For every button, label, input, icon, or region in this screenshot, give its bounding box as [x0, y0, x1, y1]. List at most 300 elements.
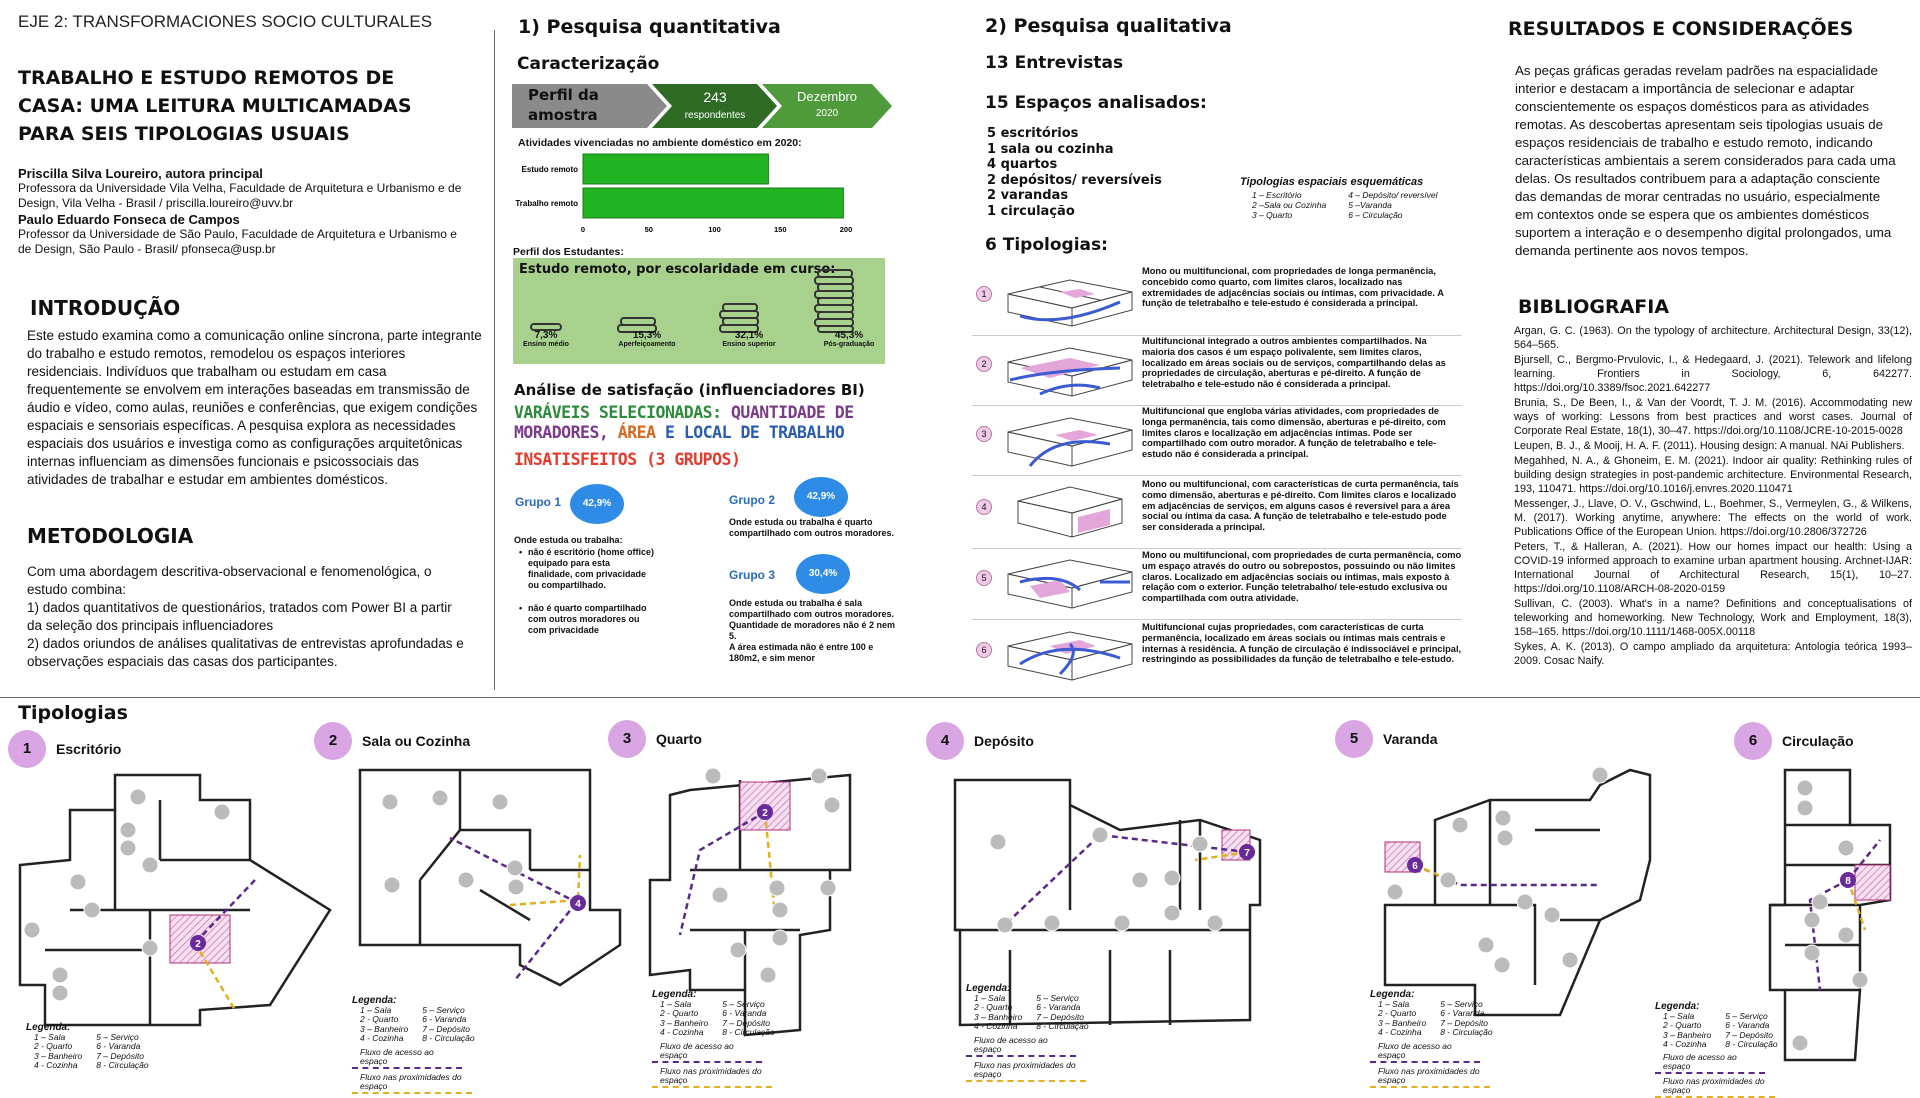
room-marker — [1838, 927, 1854, 943]
legend-item: 6 - Varanda — [1036, 1002, 1081, 1012]
authors-block — [18, 166, 468, 257]
biblio-heading: BIBLIOGRAFIA — [1518, 296, 1670, 318]
room-marker — [1164, 870, 1180, 886]
legend-near: Fluxo nas proximidades do espaço — [1655, 1077, 1775, 1098]
room-marker — [1044, 915, 1060, 931]
tipo-item: 2 –Sala ou Cozinha — [1252, 200, 1327, 210]
metodologia-heading: METODOLOGIA — [27, 524, 194, 548]
room-marker — [1164, 905, 1180, 921]
legend-near: Fluxo nas proximidades do espaço — [1370, 1067, 1490, 1088]
qual-heading: 2) Pesquisa qualitativa — [985, 15, 1232, 37]
var-local: LOCAL DE TRABALHO — [683, 423, 845, 442]
legend-item: 6 - Varanda — [722, 1008, 767, 1018]
legend-item: 6 - Varanda — [96, 1041, 141, 1051]
group-2-pct: 42,9% — [794, 477, 848, 517]
group-3-t1: Onde estuda ou trabalha é sala compartilhado com outros moradores. — [729, 598, 895, 619]
author-2-affiliation: Professor da Universidade de São Paulo, Faculdade de Arquitetura e Urbanismo e de Design, São Paulo - Brasil/ pfonseca@usp.br — [18, 227, 457, 256]
plan-5-walls — [1385, 770, 1650, 1015]
author-1: Priscilla Silva Loureiro, autora principal — [18, 166, 263, 181]
arrow-3-label: Dezembro — [797, 89, 857, 104]
typology-row — [972, 404, 1462, 476]
group-1-bullet-2: • não é quarto compartilhado com outros moradores ou com privacidade — [519, 603, 647, 635]
room-marker — [1544, 907, 1560, 923]
tipos-legend — [1252, 190, 1438, 220]
legend-title: Legenda: — [1655, 1001, 1700, 1012]
group-1-bullet-1: • não é escritório (home office) equipado para esta finalidade, com privacidade ou compartilhado. — [519, 547, 655, 590]
typology-row — [972, 477, 1462, 549]
room-marker — [1132, 872, 1148, 888]
var-area: ÁREA — [617, 423, 656, 442]
book-icon — [815, 277, 853, 284]
legend-item: 4 - Cozinha — [34, 1060, 78, 1070]
space-item: 5 escritórios — [987, 126, 1079, 141]
legend-item: 7 – Depósito — [1725, 1029, 1773, 1040]
room-marker — [1517, 894, 1533, 910]
interviews: 13 Entrevistas — [985, 53, 1124, 73]
plan-number: 6 — [1734, 722, 1772, 760]
room-marker — [824, 797, 840, 813]
legend-item: 8 - Circulação — [722, 1027, 775, 1037]
room-marker — [1592, 767, 1608, 783]
metodologia-p3: 2) dados oriundos de análises qualitativas de entrevistas aprofundadas e observações espaciais das casas dos participantes. — [27, 636, 464, 669]
tipo-item: 5 –Varanda — [1348, 200, 1392, 210]
room-marker — [492, 794, 508, 810]
legend-item: 4 - Cozinha — [360, 1033, 404, 1043]
room-marker — [52, 967, 68, 983]
group-1-label: Grupo 1 — [515, 495, 562, 509]
room-marker — [705, 768, 721, 784]
typology-desc: Mono ou multifuncional, com propriedades de longa permanência, concebido como quarto, com limites claros, localizado nas extremidades de adjacências sociais ou íntimas, com privacidade. A função de teletrabalho e tele-estudo é considerada a principal. — [1142, 266, 1444, 309]
quant-heading: 1) Pesquisa quantitativa — [518, 16, 781, 38]
var-e: E — [664, 423, 675, 442]
paper-title: TRABALHO E ESTUDO REMOTOS DE CASA: UMA LEITURA MULTICAMADAS PARA SEIS TIPOLOGIAS USUAIS — [18, 67, 412, 145]
room-marker — [712, 887, 728, 903]
legend-item: 2 - Quarto — [1663, 1020, 1702, 1030]
room-marker — [772, 902, 788, 918]
plan-number: 5 — [1335, 720, 1373, 758]
students-box — [513, 258, 885, 364]
room-marker — [130, 789, 146, 805]
typology-row — [972, 334, 1462, 406]
legend-item: 1 – Sala — [1663, 1010, 1695, 1021]
legend-item: 8 - Circulação — [1440, 1027, 1493, 1037]
plan-legend — [1370, 990, 1493, 1088]
legend-near: Fluxo nas proximidades do espaço — [352, 1073, 472, 1094]
room-marker — [120, 822, 136, 838]
plan-1-walls — [20, 775, 330, 1025]
quant-sub: Caracterização — [517, 54, 660, 74]
tipologias-bottom-heading: Tipologias — [18, 702, 128, 724]
typology-row — [972, 620, 1462, 692]
edu-pct: 32,1% — [734, 330, 764, 341]
tipologias-heading: 6 Tipologias: — [985, 235, 1108, 255]
x-tick-label: 150 — [773, 225, 787, 234]
group-3-label: Grupo 3 — [729, 568, 776, 582]
room-marker — [214, 804, 230, 820]
room-marker — [432, 790, 448, 806]
tipo-item: 1 – Escritório — [1252, 190, 1302, 200]
legend-item: 1 – Sala — [974, 992, 1006, 1003]
legend-item: 1 – Sala — [1378, 998, 1410, 1009]
reference: Sullivan, C. (2003). What's in a name? Definitions and conceptualisations of teleworking and homeworking. New Technology, Work and Employment, 18(3), 158–165. https://doi.org/10.1111/1468-005X.00118 — [1514, 598, 1912, 638]
bar-category-label: Estudo remoto — [521, 165, 578, 174]
plan-2-walls — [360, 770, 620, 985]
edu-label: Aperfeiçoamento — [618, 341, 676, 348]
room-marker — [990, 834, 1006, 850]
book-icon — [818, 298, 853, 305]
x-tick-label: 100 — [708, 225, 721, 234]
typology-desc: Mono ou multifuncional, com propriedades de curta permanência, como um espaço através do outro ou sobrepostos, possuindo ou não limites claros. Localizado em adjacências sociais ou íntimas, mais exposto à relação com o exterior. Função teletrabalho/ tele-estudo exclusiva ou compartilhada com outra atividade. — [1142, 550, 1462, 604]
x-tick-label: 50 — [644, 225, 653, 234]
room-marker — [458, 872, 474, 888]
typology-row — [972, 264, 1462, 336]
plan-title: Escritório — [56, 741, 122, 757]
legend-item: 3 – Banheiro — [34, 1050, 83, 1061]
room-marker — [1804, 912, 1820, 928]
typology-number: 1 — [976, 286, 992, 302]
room-marker — [508, 879, 524, 895]
edu-item — [601, 330, 693, 348]
room-marker — [760, 967, 776, 983]
typology-row — [972, 548, 1462, 620]
spaces-list — [987, 126, 1162, 219]
room-marker — [772, 930, 788, 946]
var-moradores: QUANTIDADE DE — [730, 403, 854, 422]
reference: Messenger, J., Llave, O. V., Gschwind, L., Boehmer, S., Vermeylen, G., & Wilkens, M. (2017). Working anytime, anywhere: The effects on the world of work. Publications Office of the European Union. https://doi.org/10.2806/372726 — [1514, 498, 1912, 538]
legend-item: 4 - Cozinha — [660, 1027, 704, 1037]
edu-item — [693, 330, 805, 348]
typology-diagram — [1000, 272, 1140, 330]
room-marker — [1494, 957, 1510, 973]
plan-title: Sala ou Cozinha — [362, 733, 471, 749]
space-item: 4 quartos — [987, 157, 1058, 172]
group-2-text: Onde estuda ou trabalha é quarto compartilhado com outros moradores. — [729, 517, 895, 538]
edu-row — [491, 330, 911, 348]
plan-header — [314, 722, 470, 760]
group-3-t3: A área estimada não é entre 100 e 180m2, e sim menor — [729, 642, 874, 663]
room-marker — [1478, 937, 1494, 953]
room-marker — [1452, 817, 1468, 833]
legend-item: 7 – Depósito — [1036, 1011, 1084, 1022]
legend-flow: Fluxo de acesso ao espaço — [352, 1048, 462, 1069]
legend-item: 5 – Serviço — [722, 998, 765, 1009]
legend-item: 4 - Cozinha — [1663, 1039, 1707, 1049]
legend-near: Fluxo nas proximidades do espaço — [966, 1061, 1086, 1082]
room-marker — [1792, 1035, 1808, 1051]
legend-item: 7 – Depósito — [722, 1017, 770, 1028]
plan-header — [608, 720, 702, 758]
x-tick-label: 0 — [580, 225, 586, 234]
edu-label: Ensino médio — [523, 341, 569, 348]
tipo-item: 4 – Depósito/ reversível — [1348, 190, 1438, 200]
legend-item: 3 – Banheiro — [1378, 1017, 1427, 1028]
books-icons — [513, 258, 885, 364]
book-icon — [723, 318, 758, 325]
room-marker — [1192, 836, 1208, 852]
legend-item: 5 – Serviço — [1036, 992, 1079, 1003]
room-marker — [997, 917, 1013, 933]
edu-label: Pós-graduação — [823, 341, 875, 348]
room-marker — [1495, 810, 1511, 826]
legend-item: 5 – Serviço — [96, 1031, 139, 1042]
room-marker — [730, 942, 746, 958]
bottom-divider — [0, 697, 1920, 698]
room-marker — [1562, 952, 1578, 968]
typology-desc: Multifuncional cujas propriedades, com características de curta permanência, localizado em áreas sociais ou íntimas mais centrais e internas à residência. A função de circulação é indissociável e principal, restringindo as possibilidades da função de teletrabalho e tele-estudo. — [1142, 622, 1462, 665]
typology-diagram — [1000, 340, 1140, 402]
legend-item: 5 – Serviço — [1725, 1010, 1768, 1021]
reference: Peters, T., & Halleran, A. (2021). How our homes impact our health: Using a COVID-19 informed approach to examine urban apartment housing. Archnet-IJAR: International Journal of Architectural Research, 15(1), 10–27. https://doi.org/10.1108/ARCH-08-2020-0159 — [1514, 541, 1912, 595]
results-heading: RESULTADOS E CONSIDERAÇÕES — [1508, 18, 1854, 40]
typology-number: 4 — [976, 499, 992, 515]
room-marker — [84, 902, 100, 918]
typology-desc: Multifuncional integrado a outros ambientes compartilhados. Na maioria dos casos é um espaço polivalente, sem limites claros, localizado em áreas sociais ou de serviços, compartilhando delas as propriedades de circulação, aberturas e pé-direito. A função de teletrabalho e tele-estudo não é considerada a principal. — [1142, 336, 1446, 390]
arrow-2-sub: respondentes — [684, 110, 746, 121]
plan-title: Varanda — [1383, 731, 1438, 747]
space-item: 2 varandas — [987, 188, 1069, 203]
group-1-lead: Onde estuda ou trabalha: — [514, 535, 623, 545]
room-marker — [1114, 915, 1130, 931]
var-label: VARÁVEIS SELECIONADAS: — [514, 403, 722, 422]
legend-flow: Fluxo de acesso ao espaço — [652, 1042, 762, 1063]
svg-text:8: 8 — [1845, 876, 1851, 887]
metodologia-p1: Com uma abordagem descritiva-observacional e fenomenológica, o estudo combina: — [27, 564, 432, 597]
room-marker — [142, 857, 158, 873]
edu-pct: 7,3% — [534, 330, 558, 341]
intro-text: Este estudo examina como a comunicação online síncrona, parte integrante do trabalho e estudo remotos, remodelou os espaços interiores residenciais. Indivíduos que trabalham ou estudam em casa frequentemente se envolvem em interações baseadas em transmissão de áudio e vídeo, como aulas, reuniões e conferências, que exigem condições espaciais e sensoriais específicas. A pesquisa explora as necessidades espaciais dos usuários e investiga como as configurações arquitetônicas internas influenciam as dimensões funcionais e psicossociais das atividades de trabalhar e estudar em ambientes domésticos. — [27, 328, 482, 487]
book-icon — [815, 305, 853, 312]
room-marker — [384, 877, 400, 893]
legend-near: Fluxo nas proximidades do espaço — [652, 1067, 772, 1088]
legend-item: 8 - Circulação — [422, 1033, 475, 1043]
svg-text:6: 6 — [1412, 861, 1418, 872]
room-marker — [1797, 800, 1813, 816]
room-marker — [1812, 894, 1828, 910]
variables-block — [514, 403, 854, 470]
legend-title: Legenda: — [1370, 989, 1415, 1000]
plan-legend — [26, 1023, 149, 1071]
room-marker — [1440, 872, 1456, 888]
tipos-title: Tipologias espaciais esquemáticas — [1240, 176, 1424, 188]
plan-title: Depósito — [974, 733, 1034, 749]
space-item: 2 depósitos/ reversíveis — [987, 172, 1162, 188]
plan-number: 3 — [608, 720, 646, 758]
room-marker — [769, 880, 785, 896]
highlight-circulacao — [1855, 865, 1890, 900]
typology-number: 2 — [976, 356, 992, 372]
legend-item: 3 – Banheiro — [660, 1017, 709, 1028]
room-marker — [1852, 972, 1868, 988]
room-marker — [52, 985, 68, 1001]
arrow-2-num: 243 — [703, 89, 727, 105]
arrow-1-label: Perfil da amostra — [528, 86, 599, 124]
room-marker — [1387, 884, 1403, 900]
room-marker — [811, 768, 827, 784]
room-marker — [1092, 827, 1108, 843]
plan-legend — [1655, 1002, 1778, 1098]
legend-title: Legenda: — [352, 995, 397, 1006]
typology-desc: Multifuncional que engloba várias atividades, com propriedades de longa permanência, tais como dimensão, aberturas e pé-direito, com limites claros e localização em adjacências íntimas. Pode ser compartilhado com outro morador. A função de teletrabalho e tele-estudo não é considerada a principal. — [1142, 406, 1446, 460]
activities-title: Atividades vivenciadas no ambiente doméstico em 2020: — [518, 137, 802, 149]
edu-item — [491, 330, 601, 348]
typology-number: 3 — [976, 426, 992, 442]
eje-label: EJE 2: TRANSFORMACIONES SOCIO CULTURALES — [18, 12, 433, 31]
svg-text:4: 4 — [575, 899, 581, 910]
insatisfeitos-label: INSATISFEITOS (3 GRUPOS) — [514, 450, 741, 469]
legend-item: 7 – Depósito — [96, 1050, 144, 1061]
legend-flow: Fluxo de acesso ao espaço — [1655, 1053, 1765, 1074]
reference: Argan, G. C. (1963). On the typology of architecture. Architectural Design, 33(12), 564–565. — [1514, 325, 1912, 351]
legend-item: 5 – Serviço — [1440, 998, 1483, 1009]
legend-item: 3 – Banheiro — [974, 1011, 1023, 1022]
legend-item: 2 - Quarto — [974, 1002, 1013, 1012]
typology-number: 5 — [976, 570, 992, 586]
author-2: Paulo Eduardo Fonseca de Campos — [18, 212, 240, 227]
plan-number: 4 — [926, 722, 964, 760]
students-title: Perfil dos Estudantes: — [513, 246, 624, 258]
room-marker — [1797, 780, 1813, 796]
legend-flow: Fluxo de acesso ao espaço — [966, 1036, 1076, 1057]
edu-item — [805, 330, 893, 348]
legend-item: 2 - Quarto — [34, 1041, 73, 1051]
book-icon — [818, 284, 853, 291]
group-3-pct: 30,4% — [796, 554, 850, 594]
room-marker — [1804, 945, 1820, 961]
room-marker — [1207, 915, 1223, 931]
room-marker — [820, 880, 836, 896]
legend-item: 5 – Serviço — [422, 1004, 465, 1015]
author-1-affiliation: Professora da Universidade Vila Velha, Faculdade de Arquitetura e Urbanismo e de Design, Vila Velha - Brasil / priscilla.loureiro@uvv.br — [18, 181, 462, 210]
edu-label: Ensino superior — [722, 341, 776, 348]
plan-legend — [966, 984, 1089, 1082]
room-marker — [1838, 840, 1854, 856]
legend-item: 7 – Depósito — [422, 1023, 470, 1034]
metodologia-p2: 1) dados quantitativos de questionários, tratados com Power BI a partir da seleção dos principais influenciadores — [27, 600, 452, 633]
svg-text:2: 2 — [195, 939, 201, 950]
var-moradores-2: MORADORES, — [514, 423, 609, 442]
intro-heading: INTRODUÇÃO — [30, 296, 181, 320]
plan-number: 2 — [314, 722, 352, 760]
legend-item: 3 – Banheiro — [360, 1023, 409, 1034]
group-3-t2: Quantidade de moradores não é 2 nem 5. — [729, 620, 896, 641]
tipo-item: 3 – Quarto — [1252, 210, 1293, 220]
legend-item: 6 - Varanda — [1725, 1020, 1770, 1030]
legend-item: 8 - Circulação — [1036, 1021, 1089, 1031]
book-icon — [818, 312, 853, 319]
legend-item: 2 - Quarto — [360, 1014, 399, 1024]
bibliography-list — [1514, 324, 1912, 669]
legend-item: 2 - Quarto — [1378, 1008, 1417, 1018]
reference: Leupen, B. J., & Mooij, H. A. F. (2011). Housing design: A manual. NAi Publishers. — [1514, 440, 1905, 452]
edu-pct: 15,3% — [632, 330, 662, 341]
typology-diagram — [1000, 481, 1140, 545]
legend-item: 2 - Quarto — [660, 1008, 699, 1018]
plan-legend — [652, 990, 775, 1088]
metodologia-text — [27, 563, 467, 671]
reference: Sykes, A. K. (2013). O campo ampliado da arquitetura: Antologia teórica 1993–2009. Cosac Naify. — [1514, 641, 1912, 667]
legend-item: 8 - Circulação — [1725, 1039, 1778, 1049]
legend-item: 3 – Banheiro — [1663, 1029, 1712, 1040]
activities-bar-chart — [508, 148, 860, 244]
group-3-text — [729, 598, 899, 664]
legend-title: Legenda: — [26, 1022, 71, 1033]
svg-text:2: 2 — [762, 808, 768, 819]
arrow-3-sub: 2020 — [815, 108, 839, 119]
plan-6-walls — [1770, 770, 1890, 1060]
room-marker — [24, 922, 40, 938]
results-text: As peças gráficas geradas revelam padrões na espacialidade interior e destacam a importância de selecionar e adaptar conscientemente os espaços domésticos para as atividades remotas. As descobertas apresentam seis tipologias usuais de espaços residenciais de trabalho e estudo remoto, indicando características ambientais a serem considerados para cada uma delas. Os resultados contribuem para a adaptação consciente das demandas de morar centradas no usuário, especialmente em contextos onde se espera que os ambientes domésticos suportem a interação e o desempenho digital prolongados, uma demanda pertinente aos novos tempos. — [1515, 63, 1896, 258]
x-tick-label: 200 — [839, 225, 853, 234]
edu-pct: 45,3% — [834, 330, 864, 341]
book-icon — [720, 311, 758, 318]
legend-item: 4 - Cozinha — [1378, 1027, 1422, 1037]
typology-number: 6 — [976, 642, 992, 658]
legend-item: 6 - Varanda — [422, 1014, 467, 1024]
legend-item: 7 – Depósito — [1440, 1017, 1488, 1028]
typology-desc: Mono ou multifuncional, com características de curta permanência, tais como dimensão, aberturas e pé-direito. Com limites claros e localizado em adjacências de serviços, em alguns casos é reversível para a área social ou íntima da casa. A função de teletrabalho e tele-estudo pode ser considerada a principal. — [1142, 479, 1459, 533]
bar — [583, 154, 768, 184]
space-item: 1 circulação — [987, 203, 1075, 219]
room-marker — [120, 840, 136, 856]
group-1-text — [514, 535, 674, 636]
column-divider-1 — [494, 30, 495, 690]
svg-text:7: 7 — [1244, 848, 1250, 859]
room-marker — [382, 794, 398, 810]
floor-plans — [0, 760, 1920, 1080]
students-box-title: Estudo remoto, por escolaridade em curso: — [519, 262, 836, 277]
plan-header — [926, 722, 1034, 760]
reference: Megahhed, N. A., & Ghoneim, E. M. (2021). Indoor air quality: Rethinking rules of building design strategies in post-pandemic architecture. Environmental Research, 193, 110471. https://doi.org/10.1016/j.envres.2020.110471 — [1514, 455, 1912, 495]
legend-item: 8 - Circulação — [96, 1060, 149, 1070]
legend-item: 1 – Sala — [34, 1031, 66, 1042]
room-marker — [142, 940, 158, 956]
book-icon — [815, 319, 853, 326]
space-item: 1 sala ou cozinha — [987, 141, 1114, 157]
legend-item: 4 - Cozinha — [974, 1021, 1018, 1031]
room-marker — [1497, 830, 1513, 846]
book-icon — [723, 304, 757, 311]
tipo-item: 6 – Circulação — [1348, 210, 1403, 220]
reference: Bjursell, C., Bergmo-Prvulovic, I., & Hedegaard, J. (2021). Telework and lifelong learning. Frontiers in Sociology, 6, 642277. https://doi.org/10.3389/fsoc.2021.642277 — [1514, 354, 1912, 394]
group-1-pct: 42,9% — [570, 484, 624, 524]
room-marker — [70, 874, 86, 890]
plan-title: Quarto — [656, 731, 702, 747]
plan-title: Circulação — [1782, 733, 1854, 749]
book-icon — [815, 291, 853, 298]
legend-flow: Fluxo de acesso ao espaço — [1370, 1042, 1480, 1063]
room-marker — [507, 860, 523, 876]
legend-item: 1 – Sala — [660, 998, 692, 1009]
spaces-title: 15 Espaços analisados: — [985, 93, 1207, 113]
book-icon — [818, 270, 852, 277]
satisfaction-title: Análise de satisfação (influenciadores BI) — [514, 381, 865, 399]
legend-title: Legenda: — [652, 989, 697, 1000]
typology-diagram — [1000, 624, 1140, 688]
book-icon — [621, 318, 655, 325]
group-2-label: Grupo 2 — [729, 493, 776, 507]
legend-item: 6 - Varanda — [1440, 1008, 1485, 1018]
legend-item: 1 – Sala — [360, 1004, 392, 1015]
bar-category-label: Trabalho remoto — [515, 199, 578, 208]
typology-diagram — [1000, 552, 1140, 616]
plan-legend — [352, 996, 475, 1094]
bar — [583, 188, 843, 218]
plan-header — [1734, 722, 1854, 760]
plan-header — [1335, 720, 1437, 758]
legend-title: Legenda: — [966, 983, 1011, 994]
typology-diagram — [1000, 410, 1140, 472]
reference: Brunia, S., De Been, I., & Van der Voordt, T. J. M. (2016). Accommodating new ways of working: Lessons from best practices and worst cases. Journal of Corporate Real Estate, 18(1), 30–47. https://doi.org/10.1108/JCRE-10-2015-0028 — [1514, 397, 1912, 437]
